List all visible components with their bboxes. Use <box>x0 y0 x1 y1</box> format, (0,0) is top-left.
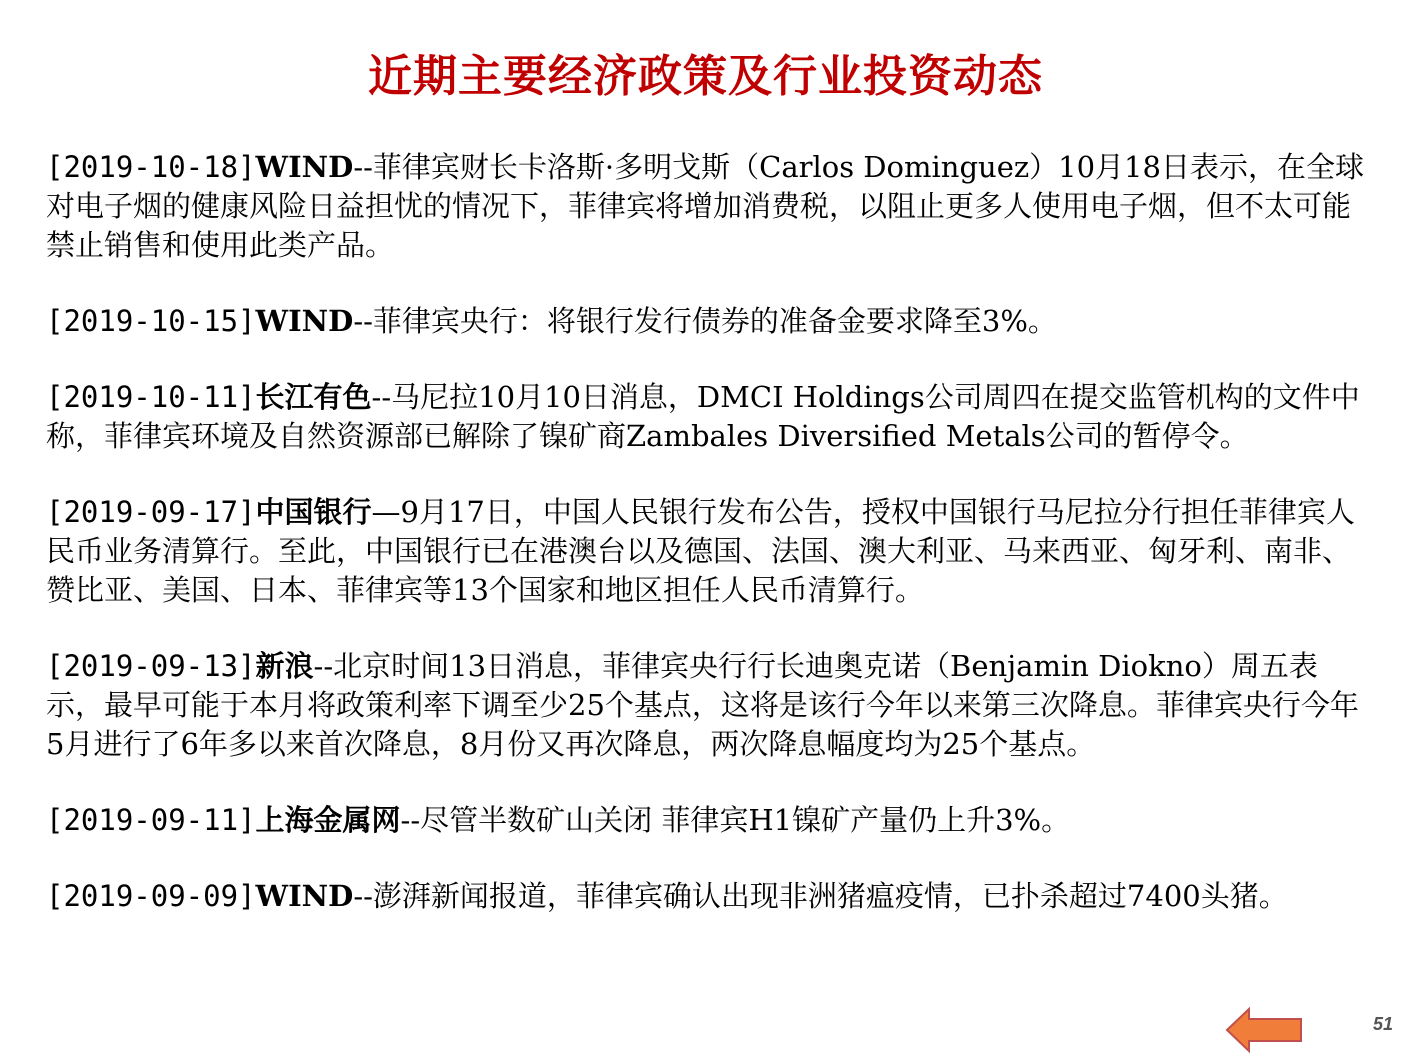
news-text: --菲律宾央行：将银行发行债券的准备金要求降至3%。 <box>353 304 1057 338</box>
news-text: --尽管半数矿山关闭 菲律宾H1镍矿产量仍上升3%。 <box>400 803 1071 837</box>
news-source: WIND <box>255 879 354 913</box>
news-source: WIND <box>255 150 354 184</box>
news-date: [2019-09-09] <box>46 879 256 913</box>
news-text: --马尼拉10月10日消息，DMCI Holdings公司周四在提交监管机构的文件中称，菲律宾环境及自然资源部已解除了镍矿商Zambales Diversified Metals公司的暂停令。 <box>46 380 1360 453</box>
news-text: —9月17日，中国人民银行发布公告，授权中国银行马尼拉分行担任菲律宾人民币业务清算行。至此，中国银行已在港澳台以及德国、法国、澳大利亚、马来西亚、匈牙利、南非、赞比亚、美国、日本、菲律宾等13个国家和地区担任人民币清算行。 <box>46 495 1355 607</box>
news-date: [2019-10-11] <box>46 380 256 414</box>
page-title: 近期主要经济政策及行业投资动态 <box>368 51 1043 102</box>
news-list <box>46 148 1371 953</box>
news-item <box>46 801 1371 840</box>
back-arrow-button[interactable] <box>1225 1005 1305 1055</box>
news-source: 中国银行 <box>255 495 372 529</box>
news-text: --北京时间13日消息，菲律宾央行行长迪奥克诺（Benjamin Diokno）周五表示，最早可能于本月将政策利率下调至少25个基点，这将是该行今年以来第三次降息。菲律宾央行今年5月进行了6年多以来首次降息，8月份又再次降息，两次降息幅度均为25个基点。 <box>46 649 1359 761</box>
news-text: --菲律宾财长卡洛斯·多明戈斯（Carlos Dominguez）10月18日表示，在全球对电子烟的健康风险日益担忧的情况下，菲律宾将增加消费税，以阻止更多人使用电子烟，但不太可能禁止销售和使用此类产品。 <box>46 150 1364 262</box>
news-item <box>46 302 1371 341</box>
news-source: 长江有色 <box>255 380 372 414</box>
news-text: --澎湃新闻报道，菲律宾确认出现非洲猪瘟疫情，已扑杀超过7400头猪。 <box>353 879 1288 913</box>
page-number: 51 <box>1372 1014 1393 1034</box>
news-item <box>46 148 1371 265</box>
news-date: [2019-10-15] <box>46 304 256 338</box>
news-item <box>46 647 1371 764</box>
news-source: WIND <box>255 304 354 338</box>
news-source: 新浪 <box>255 649 314 683</box>
news-item <box>46 493 1371 610</box>
news-source: 上海金属网 <box>255 803 401 837</box>
news-date: [2019-09-17] <box>46 495 256 529</box>
news-date: [2019-10-18] <box>46 150 256 184</box>
left-arrow-icon <box>1225 1005 1305 1055</box>
news-date: [2019-09-13] <box>46 649 256 683</box>
news-item <box>46 378 1371 456</box>
news-item <box>46 877 1371 916</box>
news-date: [2019-09-11] <box>46 803 256 837</box>
